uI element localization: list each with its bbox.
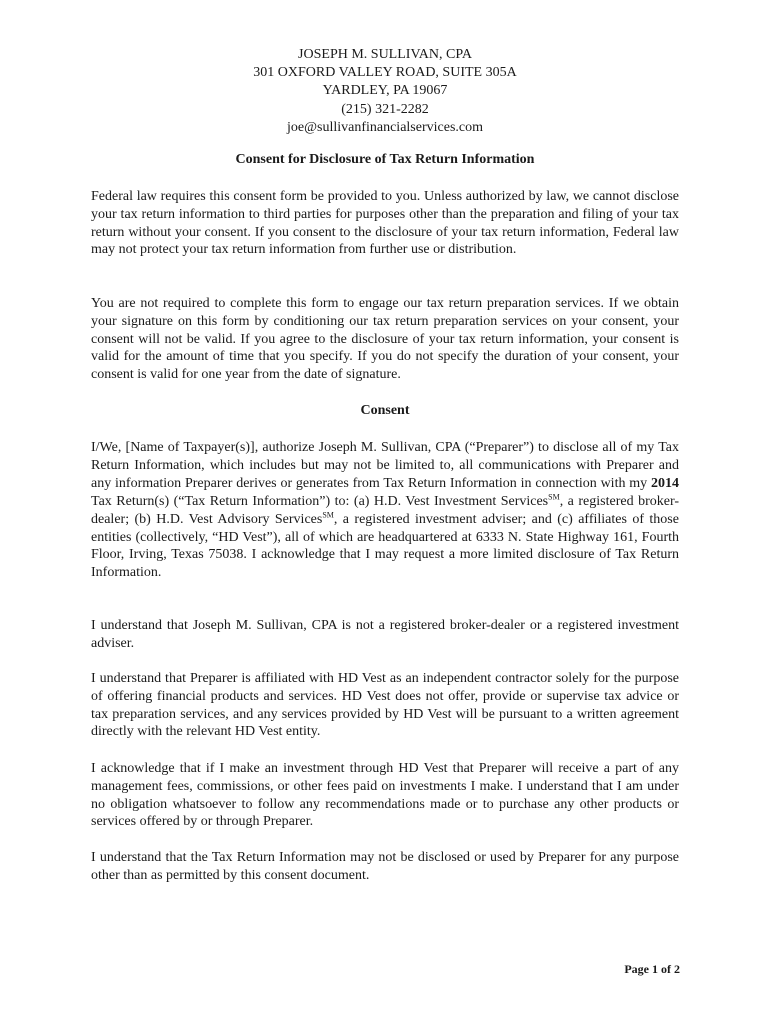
firm-name: JOSEPH M. SULLIVAN, CPA [298, 47, 472, 62]
paragraph-authorization [91, 439, 679, 582]
service-mark-2: SM [322, 509, 334, 519]
paragraph-affiliation: I understand that Preparer is affiliated with HD Vest as an independent contractor solely for the purpose of offering financial products and services. HD Vest does not offer, provide or supervise tax advice or tax preparation services, and any services provided by HD Vest will be pursuant to a written agreement directly with the relevant HD Vest entity. [91, 671, 679, 740]
paragraph-use-limitation: I understand that the Tax Return Information may not be disclosed or used by Preparer for any purpose other than as permitted by this consent document. [91, 850, 679, 883]
service-mark-1: SM [548, 492, 560, 502]
paragraph-fees: I acknowledge that if I make an investment through HD Vest that Preparer will receive a part of any management fees, commissions, or other fees paid on investments I make. I understand that I am under no obligation whatsoever to follow any recommendations made or to purchase any other products or services offered by or through Preparer. [91, 761, 679, 830]
authorization-text-3: , a registered broker-dealer; (b) H.D. Vest Advisory Services [91, 493, 679, 527]
authorization-text-1: I/We, [Name of Taxpayer(s)], authorize Joseph M. Sullivan, CPA (“Preparer”) to disclose all of my Tax Return Information, which includes but may not be limited to, all communications with Preparer and any information Preparer derives or generates from Tax Return Information in connection with my [91, 440, 679, 491]
firm-phone: (215) 321-2282 [341, 101, 429, 117]
paragraph-not-broker: I understand that Joseph M. Sullivan, CPA is not a registered broker-dealer or a registered investment adviser. [91, 618, 679, 651]
authorization-text-4: , a registered investment adviser; and (c) affiliates of those entities (collectively, “HD Vest”), all of which are headquartered at 6333 N. State Highway 161, Fourth Floor, Irving, Texas 75038. I acknowledge that I may request a more limited disclosure of Tax Return Information. [91, 511, 679, 581]
firm-email: joe@sullivanfinancialservices.com [287, 119, 483, 135]
paragraph-not-required: You are not required to complete this form to engage our tax return preparation services. If we obtain your signature on this form by conditioning our tax return preparation services on your consent, your consent will not be valid. If you agree to the disclosure of your tax return information, your consent is valid for the amount of time that you specify. If you do not specify the duration of your consent, your consent is valid for one year from the date of signature. [91, 296, 679, 383]
paragraph-disclosure-law: Federal law requires this consent form be provided to you. Unless authorized by law, we cannot disclose your tax return information to third parties for purposes other than the preparation and filing of your tax return without your consent. If you consent to the disclosure of your tax return information, Federal law may not protect your tax return information from further use or distribution. [91, 189, 679, 258]
document-title: Consent for Disclosure of Tax Return Information [235, 152, 535, 167]
consent-heading: Consent [360, 403, 410, 418]
authorization-text-2: Tax Return(s) (“Tax Return Information”) to: (a) H.D. Vest Investment Services [91, 493, 549, 509]
letterhead [0, 46, 770, 137]
firm-city: YARDLEY, PA 19067 [322, 83, 448, 99]
page-number: Page 1 of 2 [624, 962, 680, 976]
tax-year: 2014 [651, 475, 679, 491]
firm-address: 301 OXFORD VALLEY ROAD, SUITE 305A [253, 65, 517, 81]
